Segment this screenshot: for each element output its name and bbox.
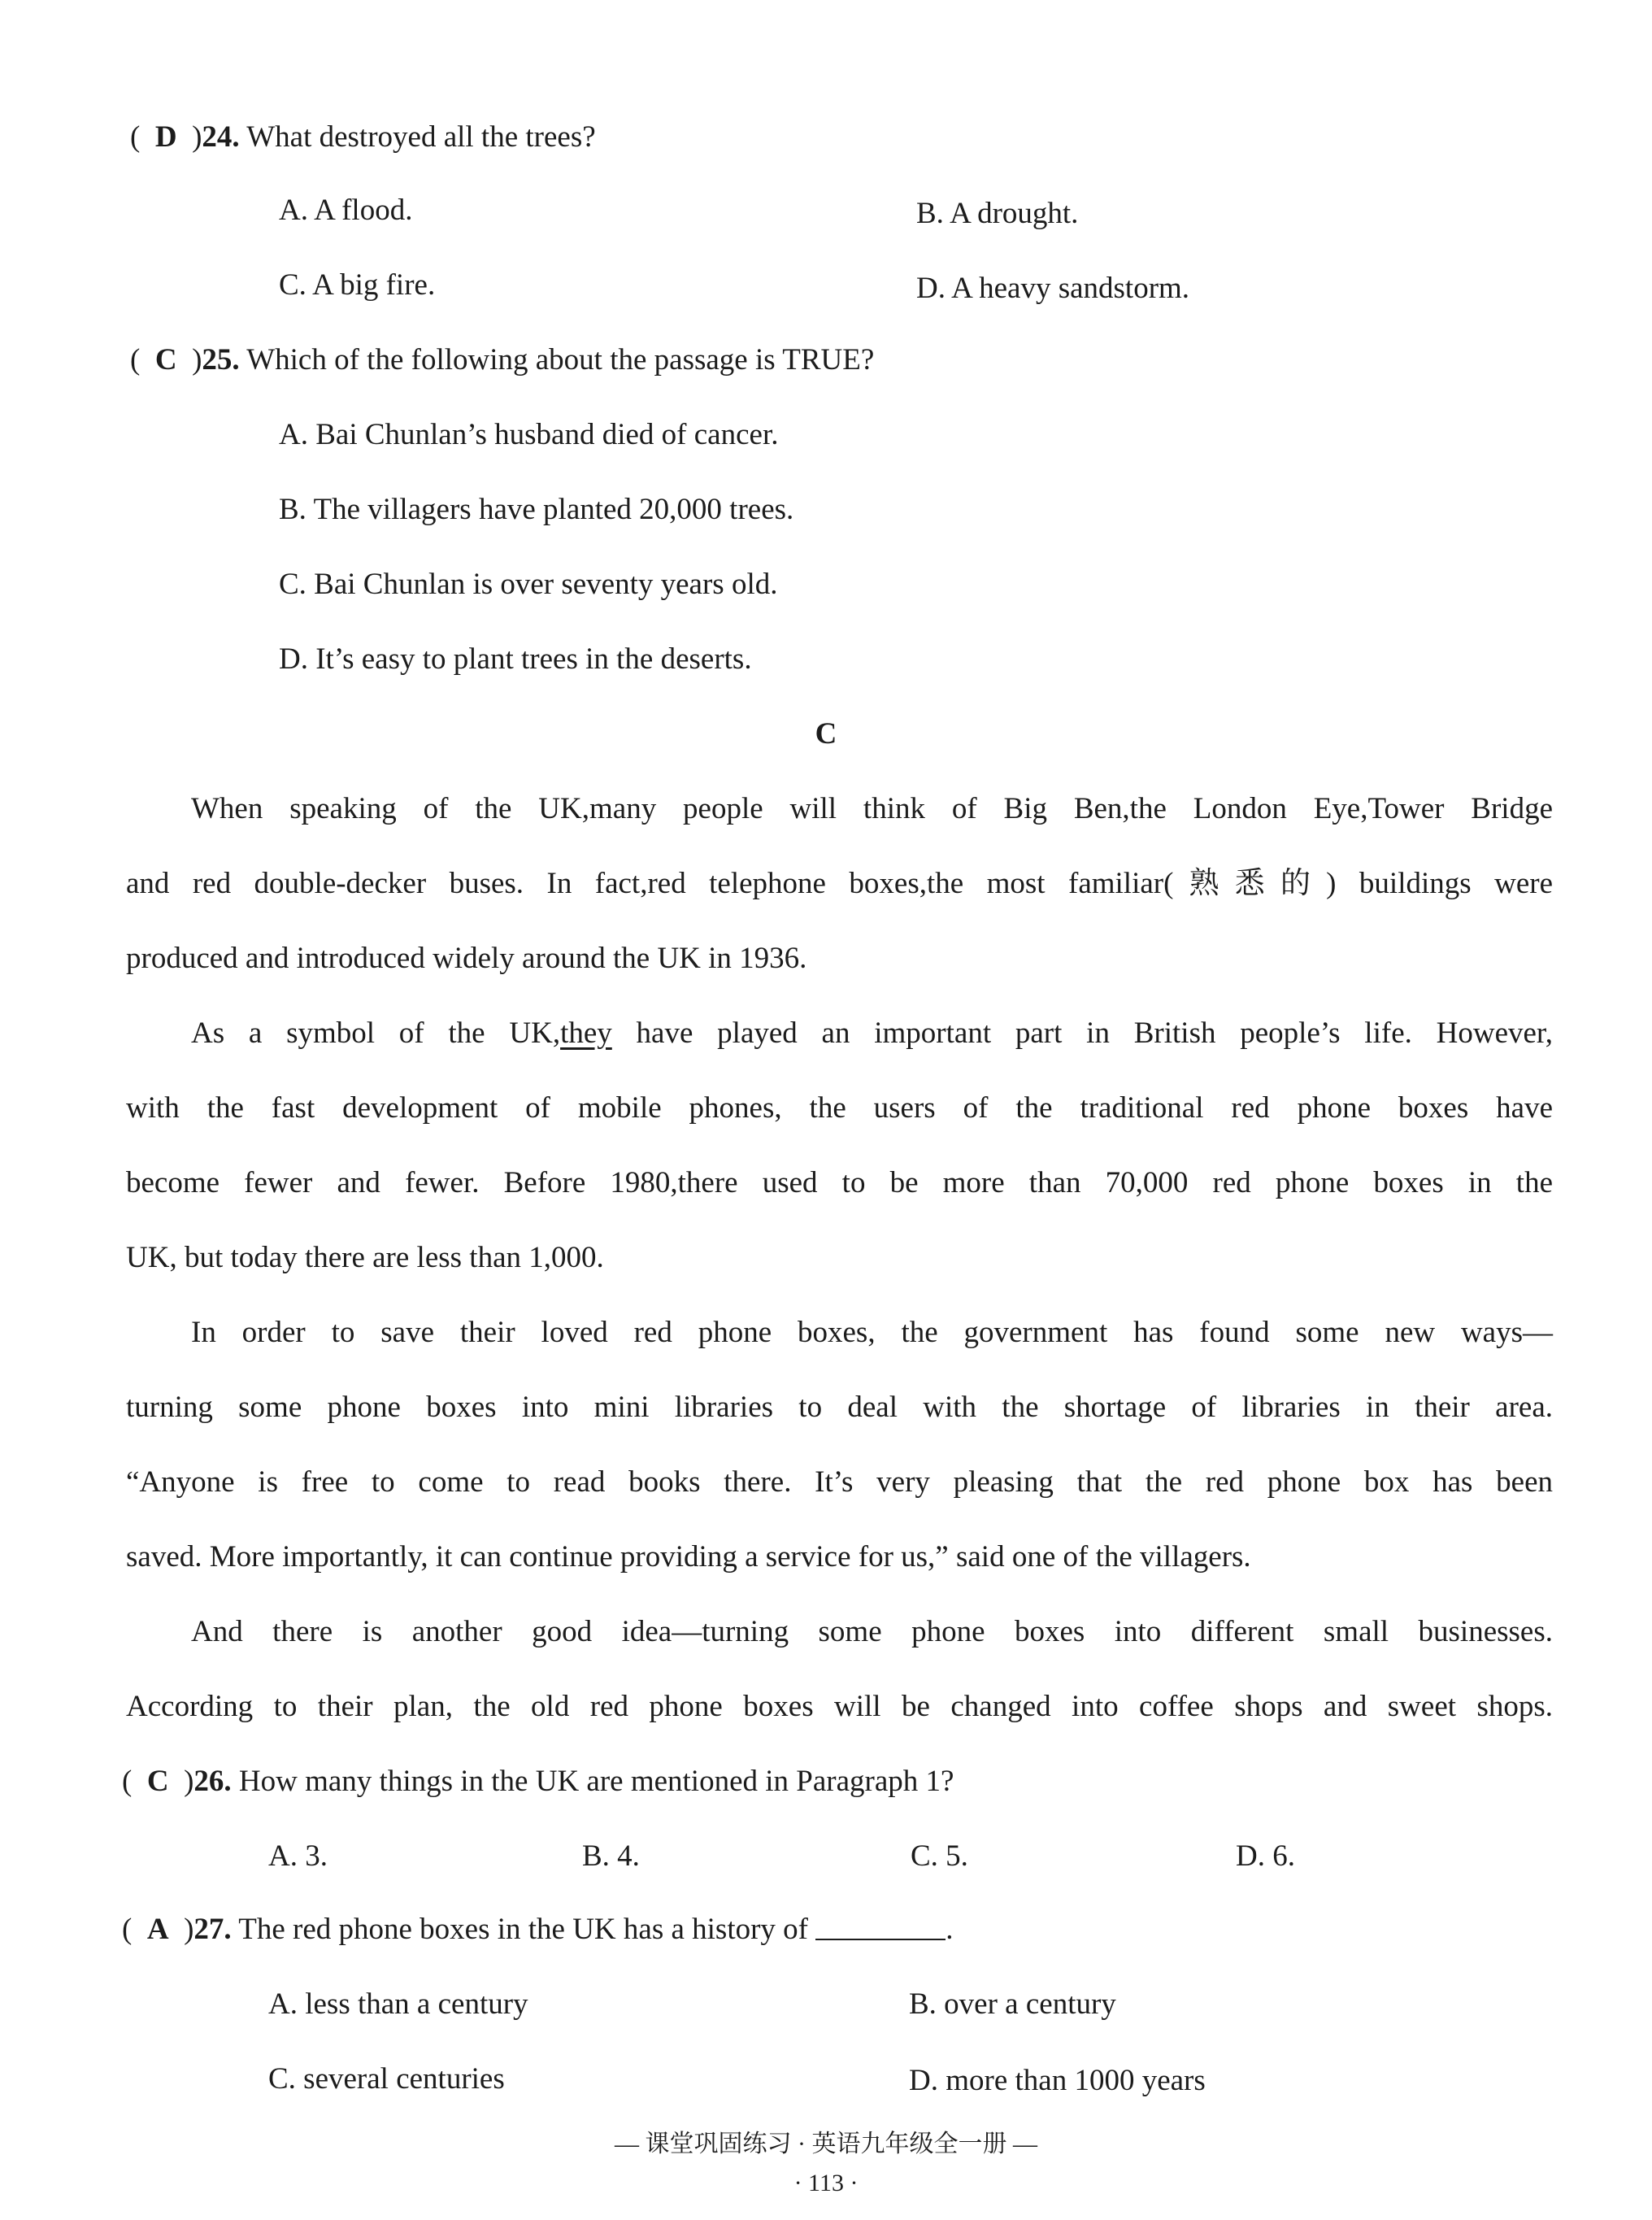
section-title: C bbox=[815, 717, 837, 751]
answer-blank bbox=[815, 1914, 946, 1940]
question-stem: The red phone boxes in the UK has a history of bbox=[231, 1913, 816, 1946]
paragraph-2-line-1 bbox=[191, 1018, 1553, 1048]
question-24: ( D )24. What destroyed all the trees? bbox=[130, 120, 596, 154]
paragraph-3-line-3: “Anyone is free to come to read books there. It’s very pleasing that the red phone box has been bbox=[126, 1465, 1553, 1499]
option-24-a: A. A flood. bbox=[279, 194, 413, 227]
text-segment: As a symbol of the UK, bbox=[191, 1016, 561, 1050]
option-27-b: B. over a century bbox=[909, 1987, 1116, 2021]
question-stem: How many things in the UK are mentioned in Paragraph 1? bbox=[231, 1765, 954, 1798]
paragraph-1-line-3: produced and introduced widely around the UK in 1936. bbox=[126, 942, 807, 975]
option-27-d: D. more than 1000 years bbox=[909, 2064, 1206, 2097]
option-25-a: A. Bai Chunlan’s husband died of cancer. bbox=[279, 418, 779, 451]
option-26-d: D. 6. bbox=[1236, 1839, 1295, 1873]
paragraph-3-line-4: saved. More importantly, it can continue providing a service for us,” said one of the villagers. bbox=[126, 1540, 1251, 1574]
footer-title: — 课堂巩固练习 · 英语九年级全一册 — bbox=[615, 2131, 1037, 2157]
question-27: ( A )27. The red phone boxes in the UK has a history of . bbox=[122, 1913, 954, 1946]
question-stem: What destroyed all the trees? bbox=[239, 120, 596, 154]
answer-24: D bbox=[154, 120, 177, 154]
option-24-d: D. A heavy sandstorm. bbox=[916, 272, 1190, 305]
answer-27: A bbox=[146, 1913, 169, 1946]
paragraph-3-line-2: turning some phone boxes into mini libraries to deal with the shortage of libraries in their area. bbox=[126, 1391, 1553, 1424]
paragraph-4-line-2: According to their plan, the old red phone boxes will be changed into coffee shops and sweet shops. bbox=[126, 1690, 1553, 1723]
option-25-d: D. It’s easy to plant trees in the deserts. bbox=[279, 642, 752, 676]
paragraph-2-line-4: UK, but today there are less than 1,000. bbox=[126, 1241, 604, 1274]
question-26: ( C )26. How many things in the UK are mentioned in Paragraph 1? bbox=[122, 1765, 954, 1798]
option-24-b: B. A drought. bbox=[916, 197, 1079, 230]
paragraph-2-line-2: with the fast development of mobile phones, the users of the traditional red phone boxes have bbox=[126, 1091, 1553, 1125]
option-27-c: C. several centuries bbox=[268, 2062, 505, 2096]
option-26-b: B. 4. bbox=[582, 1839, 640, 1873]
underlined-word-they: they bbox=[560, 1016, 612, 1050]
option-24-c: C. A big fire. bbox=[279, 268, 436, 302]
question-end: . bbox=[946, 1913, 954, 1946]
question-number: 24. bbox=[202, 120, 240, 154]
option-26-c: C. 5. bbox=[911, 1839, 968, 1873]
paragraph-2-line-3: become fewer and fewer. Before 1980,there used to be more than 70,000 red phone boxes in the bbox=[126, 1166, 1553, 1199]
paragraph-1-line-2: and red double-decker buses. In fact,red telephone boxes,the most familiar(熟悉的) buildings were bbox=[126, 867, 1553, 900]
question-25: ( C )25. Which of the following about the passage is TRUE? bbox=[130, 343, 875, 377]
option-26-a: A. 3. bbox=[268, 1839, 328, 1873]
option-27-a: A. less than a century bbox=[268, 1987, 528, 2021]
answer-26: C bbox=[146, 1765, 169, 1798]
question-number: 27. bbox=[193, 1913, 232, 1946]
answer-25: C bbox=[154, 343, 177, 377]
page-number: · 113 · bbox=[793, 2170, 859, 2196]
paragraph-3-line-1: In order to save their loved red phone boxes, the government has found some new ways— bbox=[191, 1316, 1553, 1349]
question-number: 25. bbox=[202, 343, 240, 377]
option-25-b: B. The villagers have planted 20,000 trees. bbox=[279, 493, 794, 526]
option-25-c: C. Bai Chunlan is over seventy years old. bbox=[279, 568, 778, 601]
text-segment: have played an important part in British people’s life. However, bbox=[611, 1016, 1554, 1050]
question-number: 26. bbox=[193, 1765, 232, 1798]
paragraph-4-line-1: And there is another good idea—turning some phone boxes into different small businesses. bbox=[191, 1615, 1553, 1648]
question-stem: Which of the following about the passage is TRUE? bbox=[239, 343, 875, 377]
paragraph-1-line-1: When speaking of the UK,many people will think of Big Ben,the London Eye,Tower Bridge bbox=[191, 792, 1553, 825]
